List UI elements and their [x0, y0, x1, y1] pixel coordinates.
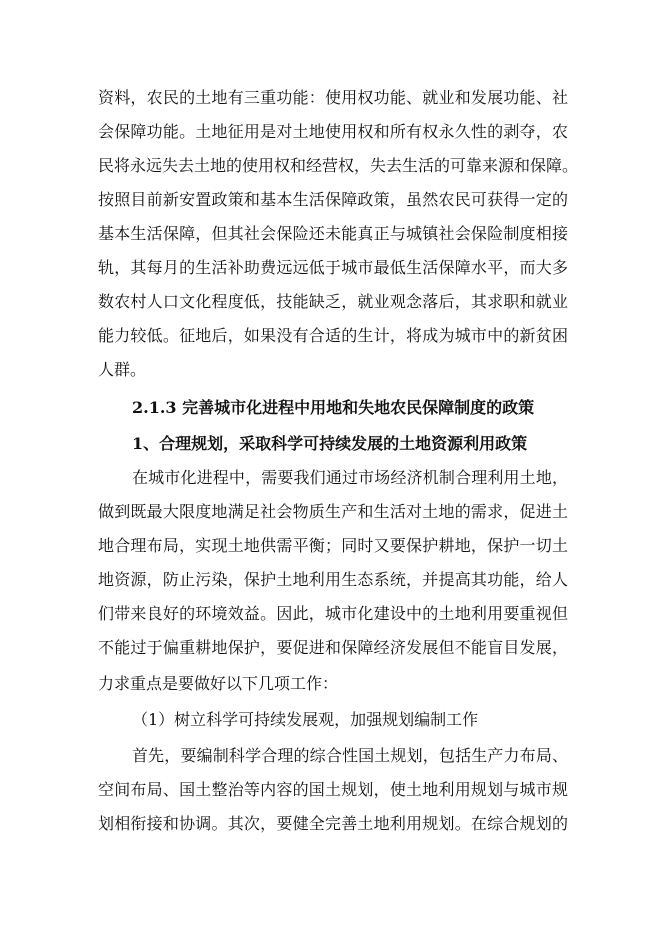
- paragraph-2-line: 力求重点是要做好以下几项工作：: [98, 674, 339, 693]
- paragraph-1-line: 轨，其每月的生活补助费远远低于城市最低生活保障水平，而大多: [98, 258, 568, 277]
- paragraph-1-line: 会保障功能。土地征用是对土地使用权和所有权永久性的剥夺，农: [98, 122, 568, 141]
- paragraph-1-line: 民将永远失去土地的使用权和经营权，失去生活的可靠来源和保障。: [98, 156, 579, 175]
- paragraph-1-line: 基本生活保障，但其社会保险还未能真正与城镇社会保险制度相接: [98, 224, 568, 243]
- paragraph-2-line: 不能过于偏重耕地保护，要促进和保障经济发展但不能盲目发展，: [98, 638, 568, 657]
- paragraph-2-line: 做到既最大限度地满足社会物质生产和生活对土地的需求，促进土: [98, 502, 568, 521]
- paragraph-2-line: 在城市化进程中，需要我们通过市场经济机制合理利用土地，: [132, 468, 568, 487]
- section-heading: 2.1.3 完善城市化进程中用地和失地农民保障制度的政策: [132, 398, 535, 417]
- paragraph-3-line: 空间布局、国土整治等内容的国土规划，使土地利用规划与城市规: [98, 780, 568, 799]
- paragraph-1-line: 人群。: [98, 360, 147, 379]
- item-heading: （1）树立科学可持续发展观，加强规划编制工作: [132, 710, 479, 729]
- paragraph-1-line: 资料，农民的土地有三重功能：使用权功能、就业和发展功能、社: [98, 88, 568, 107]
- paragraph-1-line: 能力较低。征地后，如果没有合适的生计，将成为城市中的新贫困: [98, 326, 568, 345]
- subheading: 1、合理规划，采取科学可持续发展的土地资源利用政策: [132, 434, 528, 453]
- paragraph-2-line: 们带来良好的环境效益。因此，城市化建设中的土地利用要重视但: [98, 604, 568, 623]
- paragraph-1-line: 数农村人口文化程度低，技能缺乏，就业观念落后，其求职和就业: [98, 292, 568, 311]
- paragraph-2-line: 地合理布局，实现土地供需平衡；同时又要保护耕地，保护一切土: [98, 536, 568, 555]
- paragraph-3-line: 首先，要编制科学合理的综合性国土规划，包括生产力布局、: [132, 746, 568, 765]
- paragraph-3-line: 划相衔接和协调。其次，要健全完善土地利用规划。在综合规划的: [98, 814, 568, 833]
- paragraph-1-line: 按照目前新安置政策和基本生活保障政策，虽然农民可获得一定的: [98, 190, 568, 209]
- paragraph-2-line: 地资源，防止污染，保护土地利用生态系统，并提高其功能，给人: [98, 570, 568, 589]
